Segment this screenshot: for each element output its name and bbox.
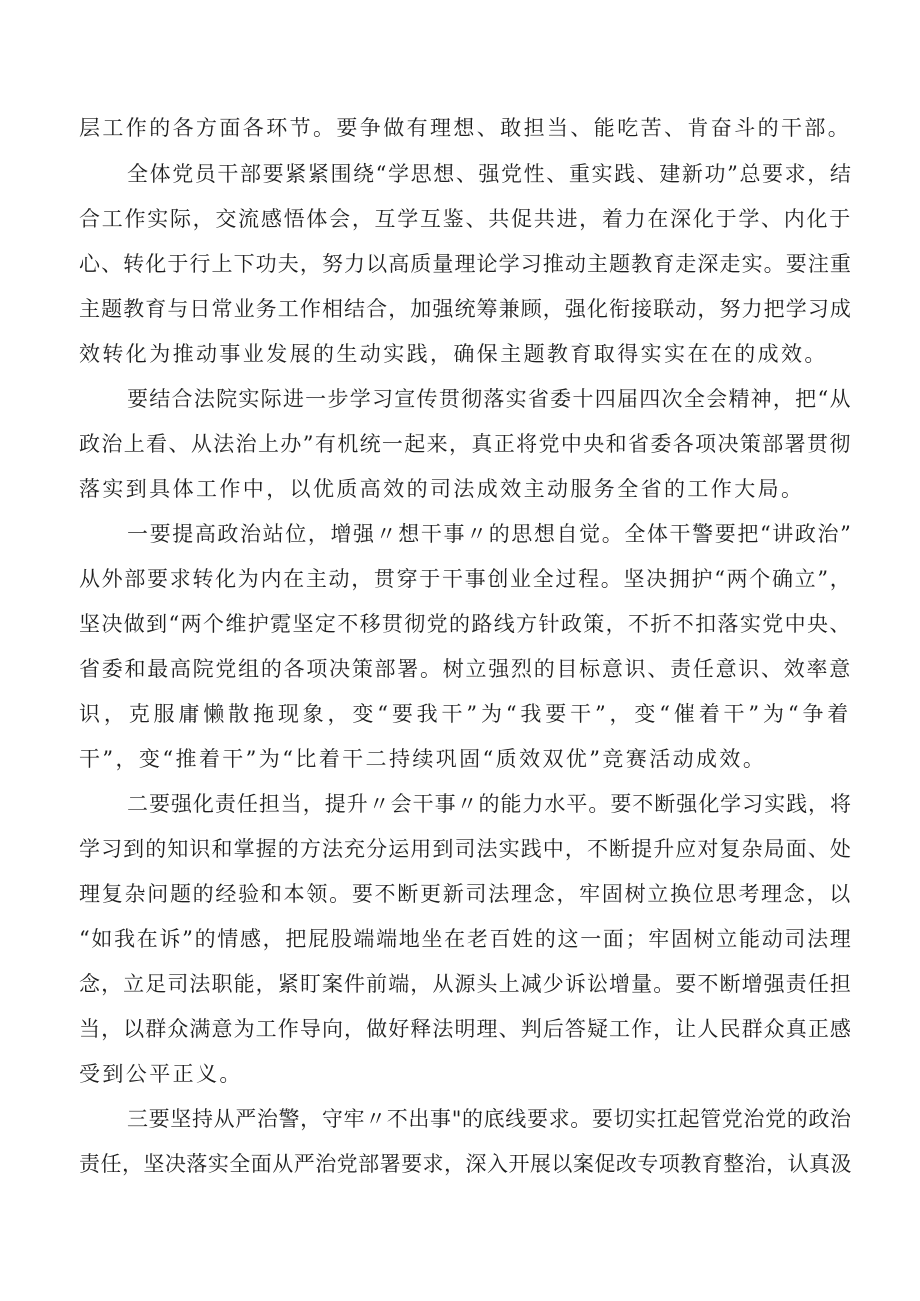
text-line: 识，克服庸懒散拖现象，变“要我干”为“我要干”，变“催着干”为“争着 (79, 702, 853, 726)
text-line: 政治上看、从法治上办”有机统一起来，真正将党中央和省委各项决策部署贯彻 (79, 432, 852, 456)
text-line: 从外部要求转化为内在主动，贯穿于干事创业全过程。坚决拥护“两个确立”， (79, 567, 853, 591)
text-line: 落实到具体工作中，以优质高效的司法成效主动服务全省的工作大局。 (79, 477, 805, 501)
text-line: 学习到的知识和掌握的方法充分运用到司法实践中，不断提升应对复杂局面、处 (79, 837, 852, 861)
text-line: 心、转化于行上下功夫，努力以高质量理论学习推动主题教育走深走实。要注重 (79, 252, 852, 276)
text-line: 主题教育与日常业务工作相结合，加强统筹兼顾，强化衔接联动，努力把学习成 (79, 297, 852, 321)
text-line: “如我在诉”的情感，把屁股端端地坐在老百姓的这一面；牢固树立能动司法理 (79, 927, 853, 951)
text-line: 干”，变“推着干”为“比着干二持续巩固“质效双优”竞赛活动成效。 (79, 747, 767, 771)
text-line: 理复杂问题的经验和本领。要不断更新司法理念，牢固树立换位思考理念，以 (79, 882, 852, 906)
text-line: 当，以群众满意为工作导向，做好释法明理、判后答疑工作，让人民群众真正感 (79, 1017, 852, 1041)
text-line: 念，立足司法职能，紧盯案件前端，从源头上减少诉讼增量。要不断增强责任担 (79, 972, 852, 996)
text-line: 责任，坚决落实全面从严治党部署要求，深入开展以案促改专项教育整治，认真汲 (79, 1152, 852, 1176)
text-line: 效转化为推动事业发展的生动实践，确保主题教育取得实实在在的成效。 (79, 342, 828, 366)
paragraph-first-line: 一要提高政治站位，增强〃想干事〃的思想自觉。全体干警要把“讲政治” (127, 522, 853, 546)
text-line: 省委和最高院党组的各项决策部署。树立强烈的目标意识、责任意识、效率意 (79, 657, 852, 681)
paragraph-first-line: 要结合法院实际进一步学习宣传贯彻落实省委十四届四次全会精神，把“从 (127, 387, 852, 411)
paragraph-first-line: 三要坚持从严治警，守牢〃不出事"的底线要求。要切实扛起管党治党的政治 (127, 1107, 852, 1131)
text-line: 层工作的各方面各环节。要争做有理想、敢担当、能吃苦、肯奋斗的干部。 (79, 116, 852, 140)
text-line: 合工作实际，交流感悟体会，互学互鉴、共促共进，着力在深化于学、内化于 (79, 207, 852, 231)
paragraph-first-line: 二要强化责任担当，提升〃会干事〃的能力水平。要不断强化学习实践，将 (127, 792, 852, 816)
text-line: 坚决做到“两个维护霓坚定不移贯彻党的路线方针政策，不折不扣落实党中央、 (79, 612, 852, 636)
text-line: 受到公平正义。 (79, 1062, 243, 1086)
paragraph-first-line: 全体党员干部要紧紧围绕“学思想、强党性、重实践、建新功”总要求，结 (127, 162, 853, 186)
